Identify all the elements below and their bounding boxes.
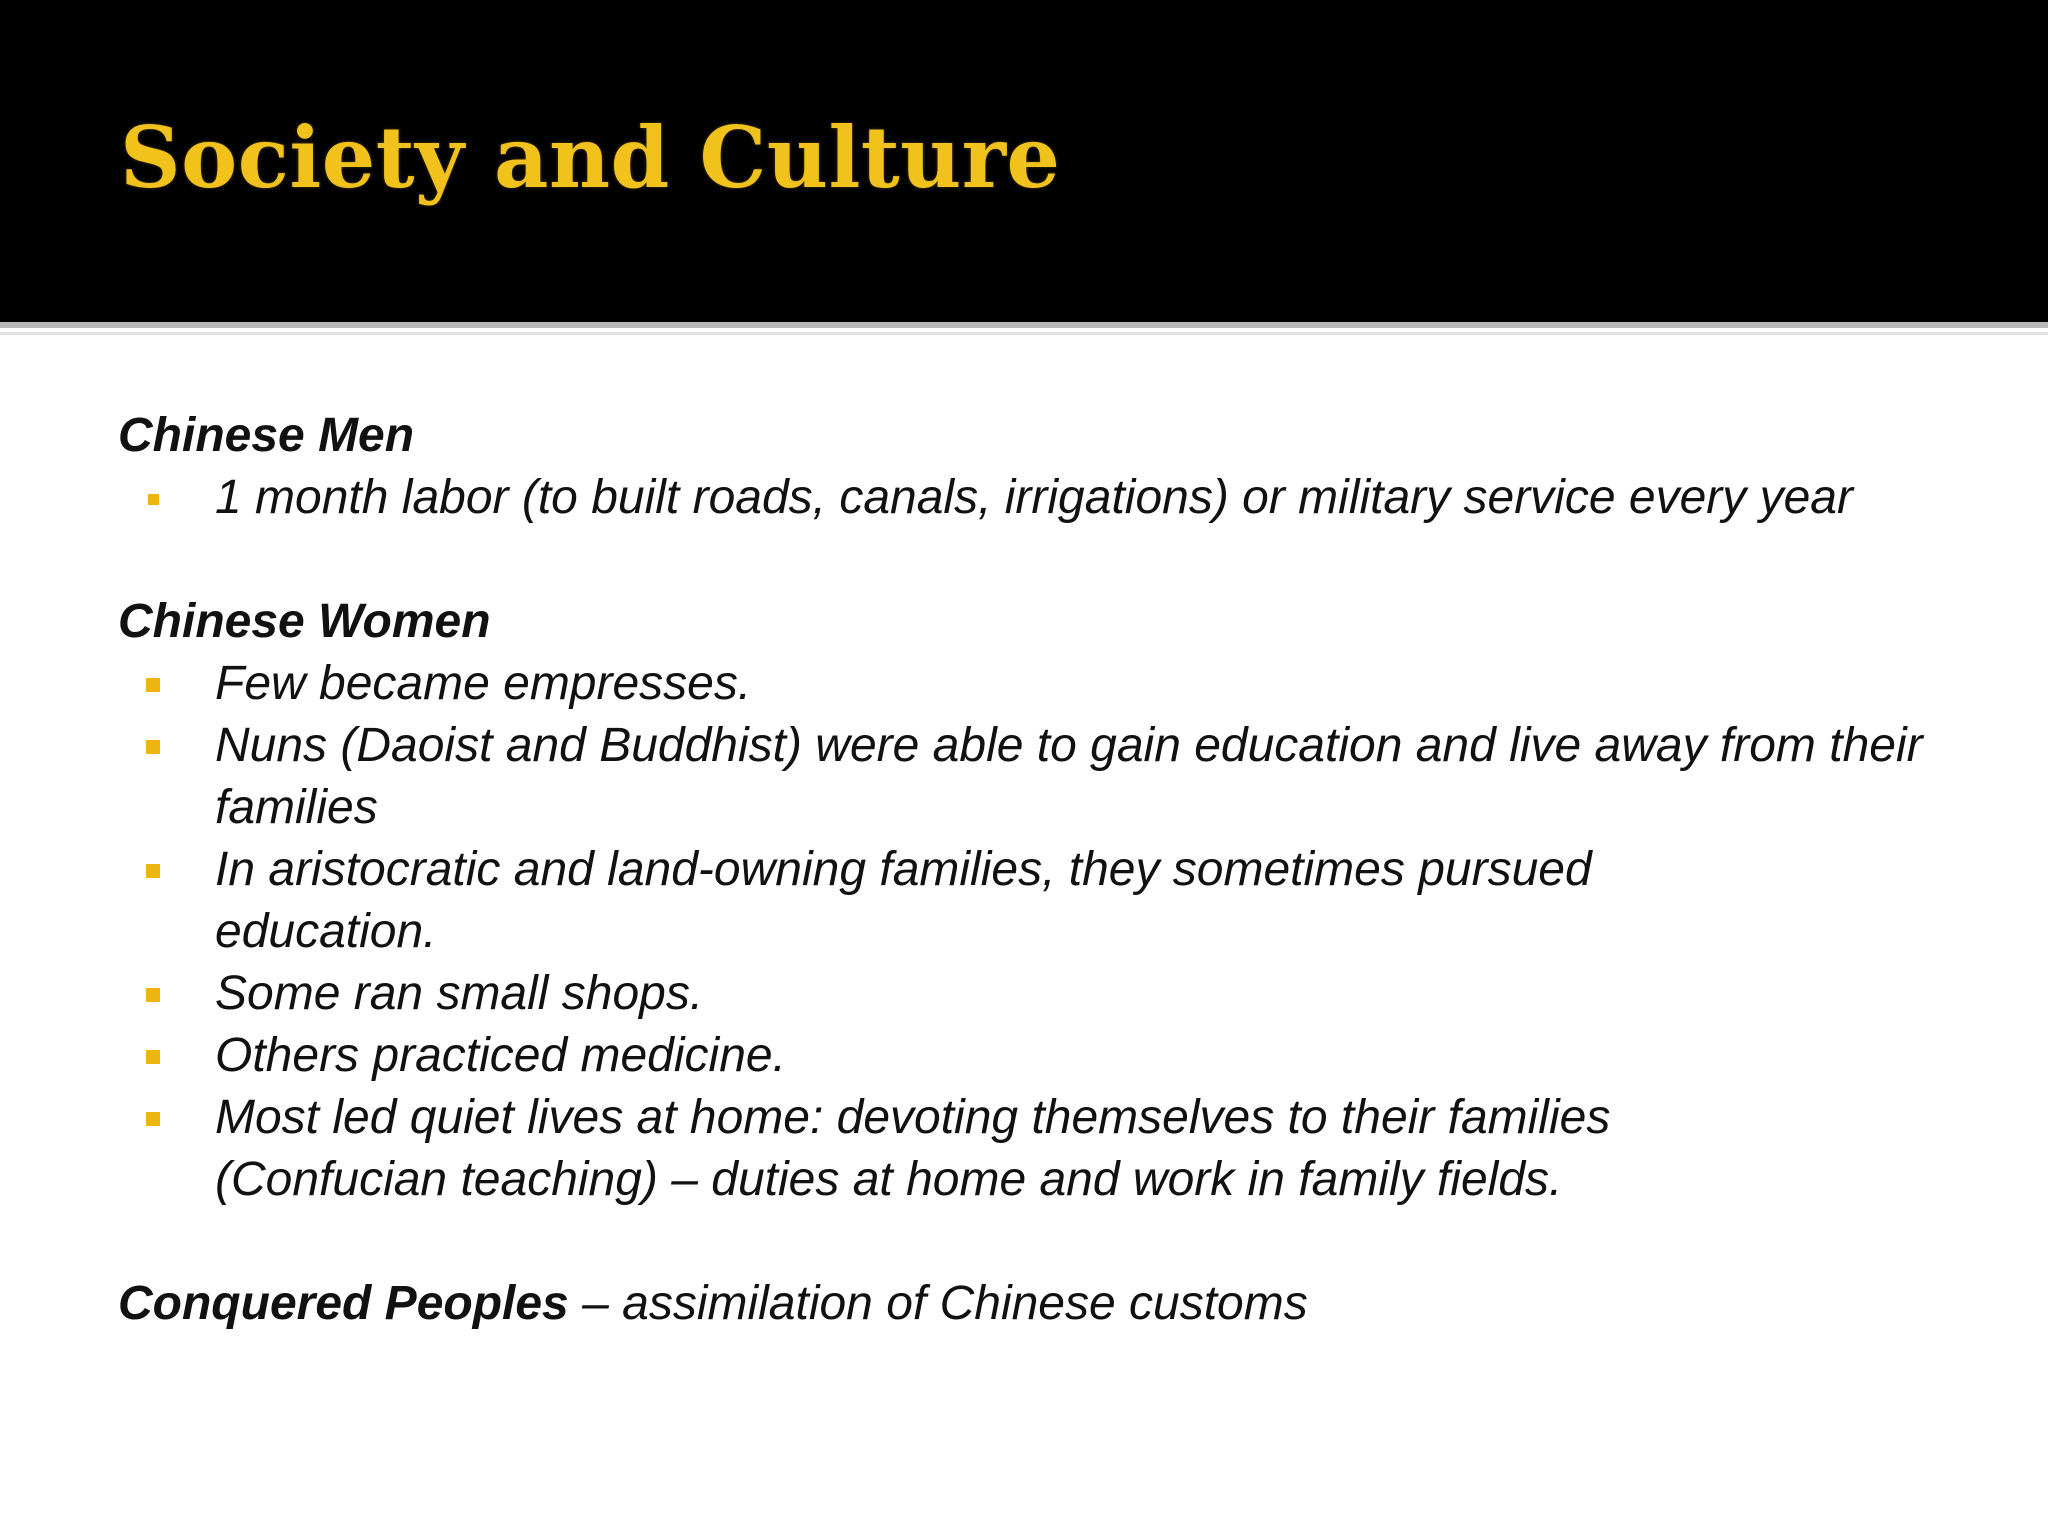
list-item (118, 467, 1978, 529)
list-item (118, 1025, 1978, 1087)
list-item-text: Most led quiet lives at home: devoting themselves to their families (Confucian teaching) – duties at home and work in family fields. (215, 1091, 1611, 1206)
spacer (118, 529, 1978, 591)
conquered-heading: Conquered Peoples (118, 1277, 569, 1330)
list-item-text: In aristocratic and land-owning families, they sometimes pursued education. (215, 843, 1592, 958)
list-item-text: 1 month labor (to built roads, canals, irrigations) or military service every year (215, 471, 1853, 524)
men-list (118, 467, 1978, 529)
square-bullet-icon (146, 740, 160, 754)
slide-body (118, 405, 1978, 1335)
list-item (118, 653, 1978, 715)
list-item-text: Few became empresses. (215, 657, 752, 710)
square-bullet-icon (146, 678, 160, 692)
conquered-text: – assimilation of Chinese customs (568, 1277, 1308, 1330)
list-item (118, 1087, 1978, 1211)
section-heading-women: Chinese Women (118, 595, 491, 648)
spacer (118, 1211, 1978, 1273)
section-heading-men: Chinese Men (118, 409, 415, 462)
list-item-text: Others practiced medicine. (215, 1029, 786, 1082)
list-item-text: Some ran small shops. (215, 967, 704, 1020)
list-item (118, 715, 1978, 839)
list-item-text: Nuns (Daoist and Buddhist) were able to gain education and live away from their families (215, 719, 1923, 834)
title-divider (0, 322, 2048, 328)
list-item (118, 839, 1978, 963)
square-bullet-icon (146, 988, 160, 1002)
square-bullet-icon (146, 1050, 160, 1064)
title-bar (0, 0, 2048, 322)
square-bullet-icon (148, 494, 159, 505)
slide-title: Society and Culture (120, 108, 1061, 207)
section-heading-conquered (118, 1273, 1978, 1335)
square-bullet-icon (146, 1112, 160, 1126)
women-list (118, 653, 1978, 1211)
list-item (118, 963, 1978, 1025)
title-divider-shadow (0, 332, 2048, 335)
square-bullet-icon (146, 864, 160, 878)
